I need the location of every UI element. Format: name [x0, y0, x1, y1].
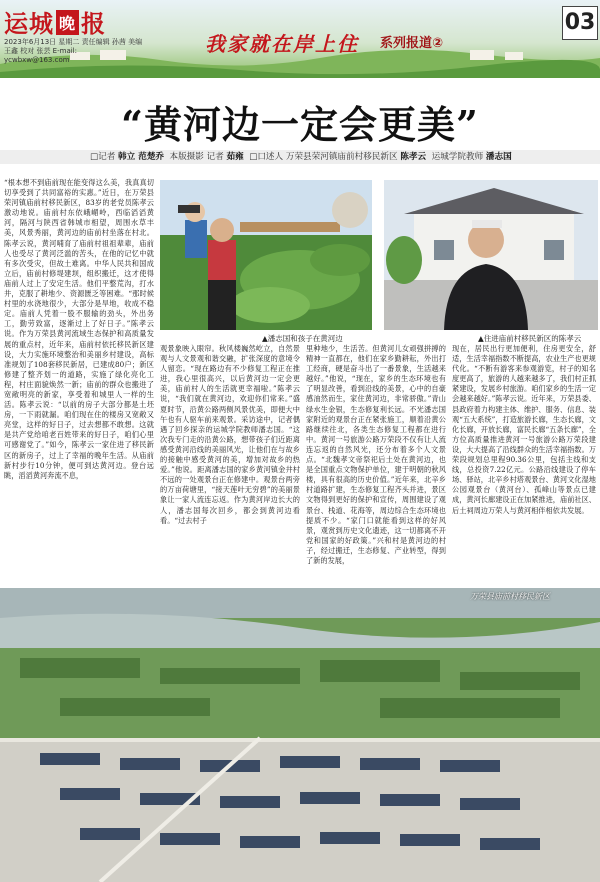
byline-contributors-prefix: □口述人	[249, 152, 284, 162]
paper-name-part2: 报	[81, 9, 107, 38]
byline-writer: 潘志国	[485, 152, 512, 162]
article-column-2: 观景象映入眼帘。秋风楼巍然屹立，自然景观与人文景观和谐交融，扩张深度的意境令人留恋。“现在路边有不少修复工程正在推进，我心里很高兴，以后黄河边一定会更美，庙前村人的生活就更幸福啦。”陈孝云说，“我们就在黄河边，欢迎你们常来。”盛夏时节，沿黄公路两侧风景优美，即便大中午也有人驱车前来观景。采访途中，记者偶遇了回乡探亲的运城学院教师潘志国。“这次我专门走的沿黄公路，想带孩子们近距离感受黄河沿线的美丽风光，让他们在与故乡的接触中感受黄河的美，增加对故乡的热爱。”他说。距离潘志国的家乡黄河镇金井村不远的一处观景台正在修建中。观景台两旁的万亩荷塘里，“接天莲叶无穷碧”的美丽景象让一家人流连忘返。作为黄河岸边长大的人，潘志国每次回乡，都会到黄河边看看。“过去村子	[160, 344, 300, 525]
caption-right-photo: ▲住进庙前村移民新区的陈孝云	[478, 334, 582, 343]
caption-aerial-photo: 万荣县庙前村移民新区	[470, 592, 550, 601]
byline-contributor: 陈孝云	[400, 152, 427, 162]
headline: “黄河边一定会更美”	[121, 102, 479, 147]
newspaper-title	[4, 4, 106, 39]
byline-prefix: □记者	[90, 152, 116, 162]
byline-photographer: 茹雍	[226, 152, 244, 162]
article-column-1: “根本想不到庙前现在能变得这么美，我真真切切享受到了共同富裕的实惠。”近日，在万荣县荣河镇庙前村移民新区，83岁的老党员陈孝云激动地说。庙前村东依峨嵋岭，西临滔滔黄河，隔河与陕西省韩城市相望，周围水草丰美，风景秀丽，黄河边的庙前村坐落在村北。陈孝云说，黄河哺育了庙前村祖祖辈辈，庙前人也受尽了黄河泛滥的苦头，在他的记忆中就有多次受灾，但故土难离。中华人民共和国成立后，庙前村修堤建坝，组织搬迁，这才使得庙前人过上了安定生活。他们平整荒沟，打水井，克服了耕地少、资源匮乏等困难。“那时候村里的水浇地很少，大部分是旱地，收成不稳定。庙前人凭着一股不服输的劲头，外出务工，勤劳致富，逐渐过上了好日子。”陈孝云说。作为万荣县黄河流域生态保护和高质量发展的重点村，近年来，庙前村依托移民新区建设，大力实施环境整治和美丽乡村建设，高标准规划了108套移民新居，已建成80户；新区修建了整齐划一的道路，实施了绿化亮化工程，村庄面貌焕然一新；庙前的群众也搬进了宽敞明亮的新家，享受着和城里人一样的生活。陈孝云说：“以前的房子大部分都是土坯房，一下雨就漏。咱们现在住的楼房又宽敞又亮堂，这样的好日子，过去想都不敢想。这就是共产党给咱老百姓带来的好日子，咱们心里可感谢党了。”如今，陈孝云一家住进了移民新区的新房子，过上了幸福的晚年生活。从庙前新村步行10分钟，便可到达黄河边。登台远眺，滔滔黄河奔流不息，	[4, 178, 154, 480]
series-title: 我家就在岸上住	[205, 32, 359, 56]
photo-chen-xiaoyun	[384, 180, 598, 330]
article-column-4: 现在，居民出行更加便利，住房更安全，舒适，生活幸福指数不断提高，农业生产也更规代化。“不断有游客来参观游览，村子的知名度更高了，旅游的人越来越多了，我们村正抓紧建设，发展乡村旅游。咱们家乡的生活一定会越来越好。”陈孝云说。近年来，万荣县委、县政府着力构建主体、维护、服务、信息、装观“五大系统”，打造旅游长廊，生态长廊，文化长廊，开放长廊，富民长廊“五条长廊”，全方位高质量推进黄河一号旅游公路万荣段建设，大大提高了沿线群众的生活幸福指数。万荣段规划总里程90.36公里，包括主线和支线，总投资7.22亿元。公路沿线建设了停车场、驿站，北辛乡村塔观景台、黄河文化湿地公园观景台（黄河台）、孤峰山等景点已建成，黄河长廊建设正在加紧推进，庙前社区、后土祠周边万荣人与黄河相伴相依共发展。	[452, 344, 596, 515]
page-number: 03	[562, 6, 598, 40]
paper-name-part1: 运城	[4, 9, 54, 38]
photo-aerial-village	[0, 588, 600, 882]
issue-info: 2023年6月13日 星期二 责任编辑 孙茜 美编 王鑫 校对 张芸 E-mail: ycwbxw@163.com	[4, 38, 143, 64]
paper-name-seal: 晚	[56, 10, 79, 35]
byline-writer-desc: 运城学院教师	[431, 152, 484, 162]
byline-reporters: 韩立 范楚乔	[118, 152, 165, 162]
masthead	[0, 0, 600, 78]
byline	[90, 151, 570, 163]
byline-photo-label: 本版摄影	[169, 152, 204, 162]
photo-father-child-lotus	[160, 180, 372, 330]
byline-photo-prefix: 记者	[206, 152, 224, 162]
caption-left-photo: ▲潘志国和孩子在黄河边	[262, 334, 343, 343]
series-note: 系列报道②	[380, 36, 444, 51]
byline-contributor-desc: 万荣县荣河镇庙前村移民新区	[285, 152, 398, 162]
article-column-3: 里种地少，生活苦。但黄河儿女顽强拼搏的精神一直都在，他们在家乡勤耕耘，外出打工经商，硬是奋斗出了一番景象，生活越来越好。”他说，“现在，家乡的生态环境也有了明显改善，看到沿线的美景，心中的自豪感油然而生，家住黄河边，非常骄傲。”青山绿水生金银，生态修复利长远。不光潘志国家附近的观景台正在紧张施工，顺着沿黄公路继续往北，各类生态修复工程都在进行中。黄河一号旅游公路万荣段不仅有让人流连忘返的自然风光，还分布着多个人文景点。“北魏孝文帝祭祀后土处在黄河边，也是全国重点文物保护单位，建于明朝的秋风楼，具有很高的历史价值。”近年来，北辛乡村道路扩建，生态修复工程齐头并进，景区文物得到更好的保护和宣传，周围建设了观景台、栈道、花海等，周边综合生态环境也提质不少。“家门口就能看到这样的好风景，观赏到历史文化遗迹，这一切都离不开党和国家的好政策。”兴和村是黄河边的村子，经过搬迁，生态修复、产业转型，得到了新的发展，	[306, 344, 446, 565]
